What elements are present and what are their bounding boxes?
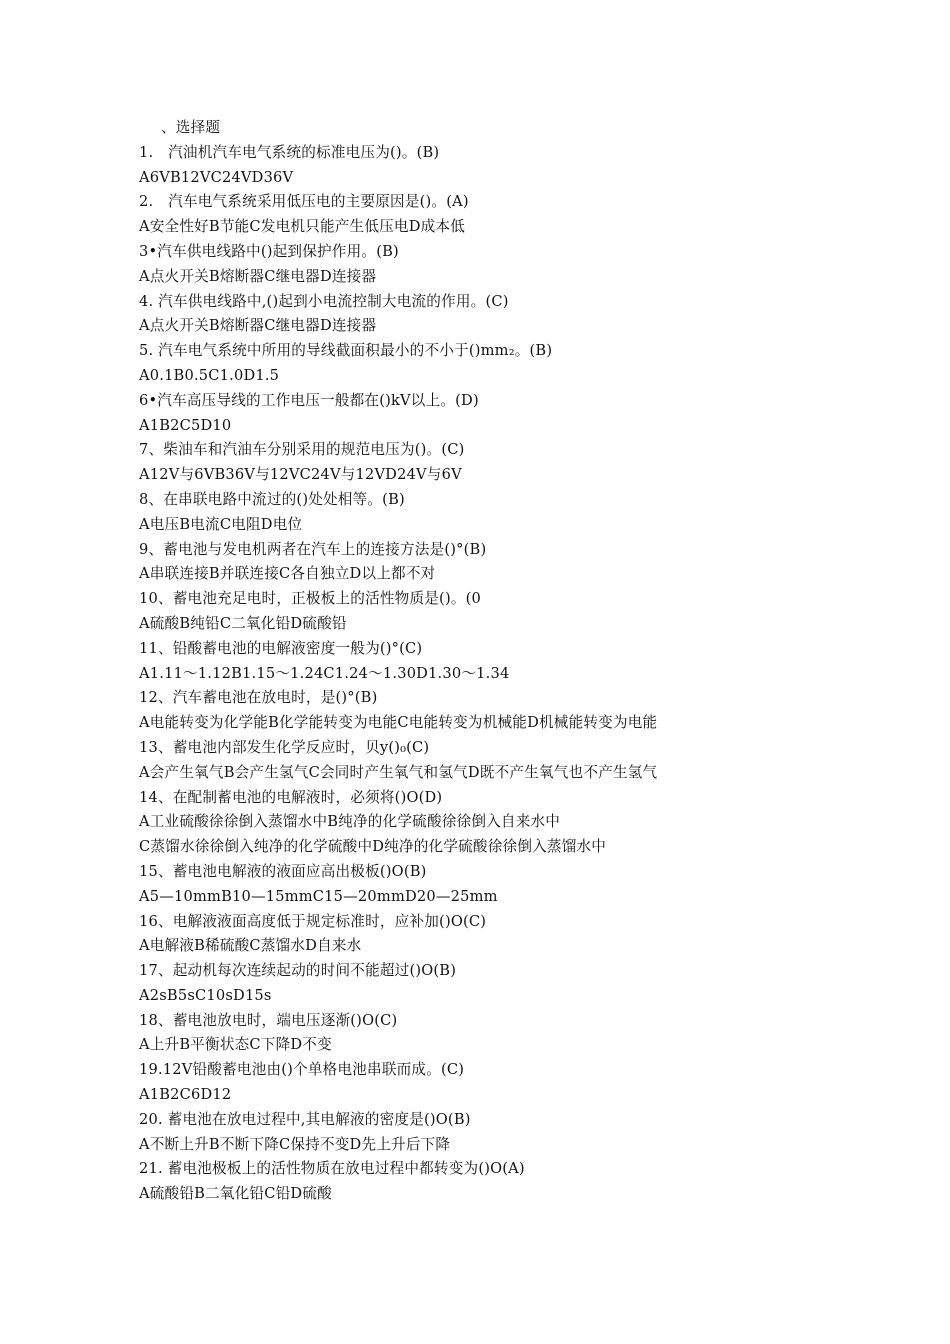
question-15: 15、蓄电池电解液的液面应高出极板()O(B) — [139, 862, 427, 880]
options-17: A2sB5sC10sD15s — [139, 986, 272, 1004]
options-6: A1B2C5D10 — [139, 416, 232, 434]
question-3: 3•汽车供电线路中()起到保护作用。(B) — [139, 242, 399, 260]
question-8: 8、在串联电路中流过的()处处相等。(B) — [139, 490, 405, 508]
options-4: A点火开关B熔断器C继电器D连接器 — [139, 317, 377, 335]
section-title: 、选择题 — [161, 119, 221, 136]
options-20: A不断上升B不断下降C保持不变D先上升后下降 — [139, 1135, 451, 1153]
question-9: 9、蓄电池与发电机两者在汽车上的连接方法是()°(B) — [139, 540, 487, 558]
options-1: A6VB12VC24VD36V — [139, 168, 294, 186]
options-14-cd: C蒸馏水徐徐倒入纯净的化学硫酸中D纯净的化学硫酸徐徐倒入蒸馏水中 — [139, 838, 607, 856]
question-14: 14、在配制蓄电池的电解液时，必须将()O(D) — [139, 788, 443, 806]
options-2: A安全性好B节能C发电机只能产生低压电D成本低 — [139, 218, 466, 236]
options-12: A电能转变为化学能B化学能转变为电能C电能转变为机械能D机械能转变为电能 — [139, 714, 658, 732]
question-13: 13、蓄电池内部发生化学反应时，贝y()₀(C) — [139, 738, 430, 756]
question-1: 1. 汽油机汽车电气系统的标准电压为()。(B) — [139, 143, 440, 161]
options-21: A硫酸铅B二氧化铅C铅D硫酸 — [139, 1185, 332, 1203]
options-8: A电压B电流C电阻D电位 — [139, 515, 303, 533]
question-4: 4. 汽车供电线路中,()起到小电流控制大电流的作用。(C) — [139, 292, 509, 310]
options-5: A0.1B0.5C1.0D1.5 — [139, 366, 280, 384]
options-16: A电解液B稀硫酸C蒸馏水D自来水 — [139, 937, 362, 955]
question-10: 10、蓄电池充足电时，正极板上的活性物质是()。(0 — [139, 590, 482, 608]
options-3: A点火开关B熔断器C继电器D连接器 — [139, 267, 377, 285]
options-10: A硫酸B纯铅C二氧化铅D硫酸铅 — [139, 614, 347, 632]
options-11: A1.11〜1.12B1.15〜1.24C1.24〜1.30D1.30〜1.34 — [139, 664, 510, 682]
options-15: A5—10mmB10—15mmC15—20mmD20—25mm — [139, 887, 498, 905]
question-5: 5. 汽车电气系统中所用的导线截面积最小的不小于()mm₂。(B) — [139, 342, 553, 360]
options-19: A1B2C6D12 — [139, 1086, 232, 1104]
question-6: 6•汽车高压导线的工作电压一般都在()kV以上。(D) — [139, 391, 479, 409]
options-7: A12V与6VB36V与12VC24V与12VD24V与6V — [139, 466, 462, 484]
question-list — [139, 116, 899, 1207]
options-9: A串联连接B并联连接C各自独立D以上都不对 — [139, 565, 436, 583]
question-7: 7、柴油车和汽油车分别采用的规范电压为()。(C) — [139, 441, 465, 459]
options-14-ab: A工业硫酸徐徐倒入蒸馏水中B纯净的化学硫酸徐徐倒入自来水中 — [139, 813, 561, 831]
question-18: 18、蓄电池放电时，端电压逐渐()O(C) — [139, 1011, 398, 1029]
question-21: 21. 蓄电池极板上的活性物质在放电过程中都转变为()O(A) — [139, 1160, 525, 1178]
question-17: 17、起动机每次连续起动的时间不能超过()O(B) — [139, 962, 457, 980]
question-20: 20. 蓄电池在放电过程中,其电解液的密度是()O(B) — [139, 1110, 471, 1128]
options-18: A上升B平衡状态C下降D不变 — [139, 1036, 332, 1054]
question-16: 16、电解液液面高度低于规定标准时，应补加()O(C) — [139, 912, 487, 930]
question-12: 12、汽车蓄电池在放电时，是()°(B) — [139, 689, 378, 707]
question-19: 19.12V铅酸蓄电池由()个单格电池串联而成。(C) — [139, 1061, 465, 1079]
options-13: A会产生氧气B会产生氢气C会同时产生氧气和氢气D既不产生氧气也不产生氢气 — [139, 763, 658, 781]
question-11: 11、铅酸蓄电池的电解液密度一般为()°(C) — [139, 639, 423, 657]
question-2: 2. 汽车电气系统采用低压电的主要原因是()。(A) — [139, 193, 469, 211]
